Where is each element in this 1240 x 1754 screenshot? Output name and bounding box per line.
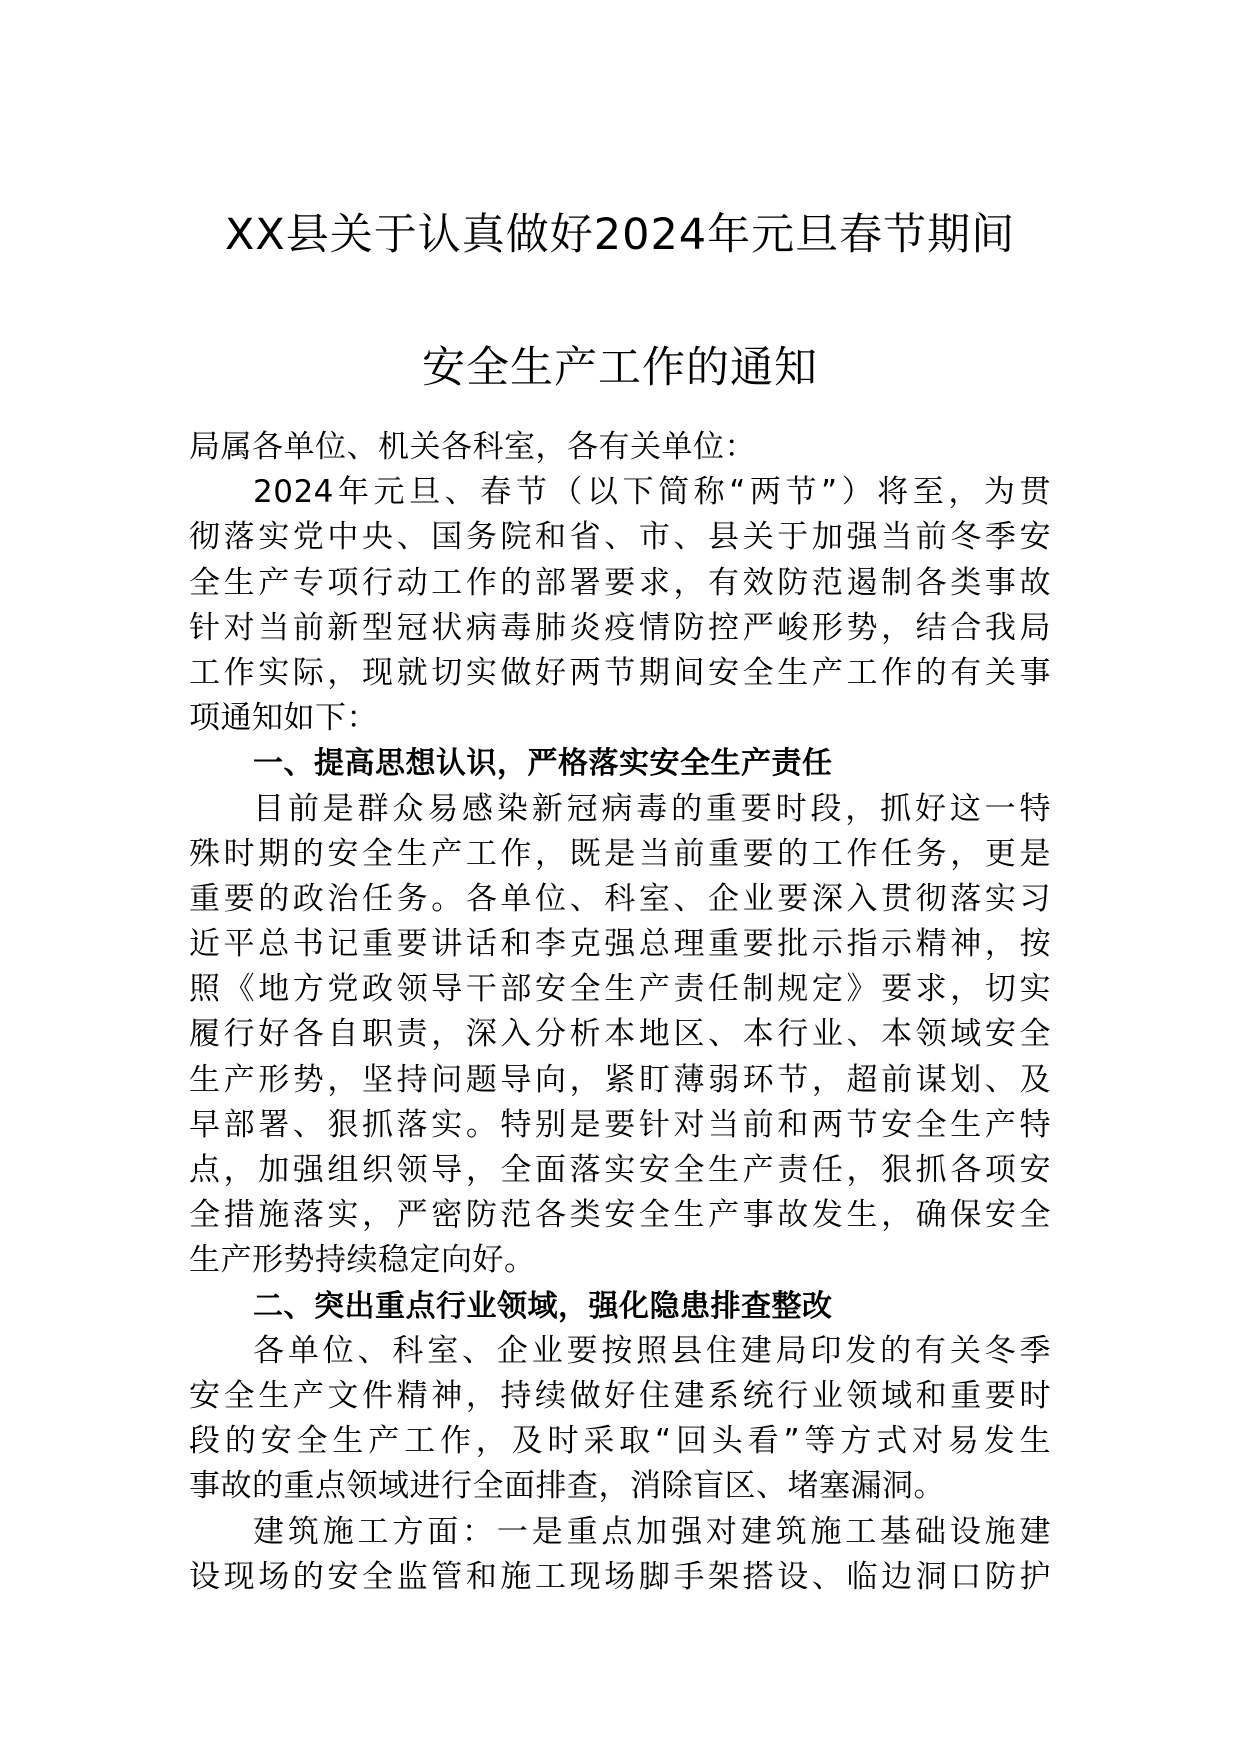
section-2-line: 各单位、科室、企业要按照县住建局印发的有关冬季 bbox=[253, 1332, 1051, 1369]
salutation: 局属各单位、机关各科室，各有关单位： bbox=[189, 429, 756, 465]
section-1-line: 重要的政治任务。各单位、科室、企业要深入贯彻落实习 bbox=[189, 880, 1051, 917]
section-1-line: 殊时期的安全生产工作，既是当前重要的工作任务，更是 bbox=[189, 835, 1051, 872]
title-line-1: XX县关于认真做好2024年元旦春节期间 bbox=[224, 210, 1016, 260]
section-1-line: 生产形势，坚持问题导向，紧盯薄弱环节，超前谋划、及 bbox=[189, 1061, 1051, 1098]
intro-line: 彻落实党中央、国务院和省、市、县关于加强当前冬季安 bbox=[189, 519, 1051, 556]
construction-line: 设现场的安全监管和施工现场脚手架搭设、临边洞口防护 bbox=[189, 1558, 1051, 1595]
section-1-line: 早部署、狠抓落实。特别是要针对当前和两节安全生产特 bbox=[189, 1106, 1051, 1143]
section-2-line: 段的安全生产工作，及时采取“回头看”等方式对易发生 bbox=[189, 1423, 1051, 1460]
section-2-heading: 二、突出重点行业领域，强化隐患排查整改 bbox=[253, 1288, 833, 1324]
section-1-line: 点，加强组织领导，全面落实安全生产责任，狠抓各项安 bbox=[189, 1152, 1051, 1188]
section-1-line: 生产形势持续稳定向好。 bbox=[189, 1242, 536, 1279]
section-2-line: 事故的重点领域进行全面排查，消除盲区、堵塞漏洞。 bbox=[189, 1468, 945, 1505]
section-2-line: 安全生产文件精神，持续做好住建系统行业领域和重要时 bbox=[189, 1377, 1051, 1414]
intro-line: 针对当前新型冠状病毒肺炎疫情防控严峻形势，结合我局 bbox=[189, 609, 1051, 646]
intro-line: 项通知如下： bbox=[189, 700, 378, 737]
document-body bbox=[189, 425, 1051, 1600]
section-1-line: 目前是群众易感染新冠病毒的重要时段，抓好这一特 bbox=[253, 790, 1051, 827]
construction-line: 建筑施工方面：一是重点加强对建筑施工基础设施建 bbox=[253, 1513, 1051, 1550]
section-1-line: 履行好各自职责，深入分析本地区、本行业、本领域安全 bbox=[189, 1016, 1051, 1053]
section-1-line: 照《地方党政领导干部安全生产责任制规定》要求，切实 bbox=[189, 971, 1051, 1008]
intro-line: 全生产专项行动工作的部署要求，有效防范遏制各类事故 bbox=[189, 564, 1051, 601]
section-1-line: 近平总书记重要讲话和李克强总理重要批示指示精神，按 bbox=[189, 926, 1051, 963]
title-line-2: 安全生产工作的通知 bbox=[422, 343, 818, 393]
intro-line: 2024年元旦、春节（以下简称“两节”）将至，为贯 bbox=[253, 474, 1051, 511]
section-1-line: 全措施落实，严密防范各类安全生产事故发生，确保安全 bbox=[189, 1197, 1051, 1234]
intro-line: 工作实际，现就切实做好两节期间安全生产工作的有关事 bbox=[189, 654, 1051, 691]
section-1-heading: 一、提高思想认识，严格落实安全生产责任 bbox=[253, 746, 833, 782]
document-title bbox=[140, 212, 1100, 420]
